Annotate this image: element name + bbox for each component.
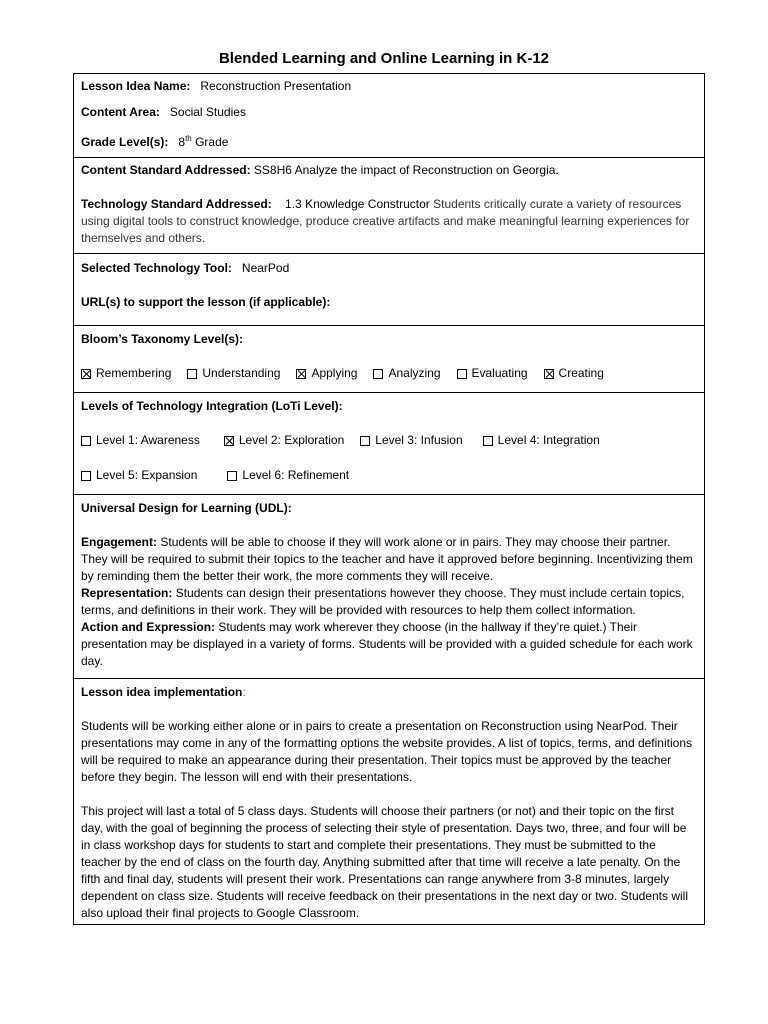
implementation-paragraph-2: This project will last a total of 5 class days. Students will choose their partners (or not) and their topic on the first day, with the goal of beginning the process of selecting their style of presentation. Days two, three, and four will be in class workshop days for students to start and complete their presentations. They must be submitted to the teacher by the end of class on the fourth day. Anything submitted after that time will receive a late penalty. On the fifth and final day, students will present their work. Presentations can range anywhere from 3-8 minutes, largely dependent on class size. Students will receive feedback on their presentations in the next day or two. Students will also upload their final projects to Google Classroom. xyxy=(81,804,689,920)
udl-representation: Representation: Students can design their presentations however they choose. They must include certain topics, terms, and definitions in their work. They will be provided with resources to help them collect information. xyxy=(81,586,685,617)
checkbox-checked-icon[interactable] xyxy=(296,369,306,379)
standards-section xyxy=(74,158,705,254)
checkbox-empty-icon[interactable] xyxy=(373,369,383,379)
udl-label: Universal Design for Learning (UDL): xyxy=(81,501,292,515)
tech-standard-code: 1.3 Knowledge Constructor xyxy=(285,197,430,211)
bloom-option-remembering[interactable]: Remembering xyxy=(81,365,171,382)
tech-standard-label: Technology Standard Addressed: xyxy=(81,197,272,211)
checkbox-empty-icon[interactable] xyxy=(81,436,91,446)
loti-label: Levels of Technology Integration (LoTi Level): xyxy=(81,399,343,413)
checkbox-empty-icon[interactable] xyxy=(227,471,237,481)
checkbox-empty-icon[interactable] xyxy=(187,369,197,379)
loti-option-level-1[interactable]: Level 1: Awareness xyxy=(81,432,200,449)
loti-options-row-1 xyxy=(81,432,697,449)
bloom-option-creating[interactable]: Creating xyxy=(544,365,604,382)
udl-engagement: Engagement: Students will be able to choose if they will work alone or in pairs. They may choose their partner. They will be required to submit their topics to the teacher and have it approved before beginning. Incentivizing them by reminding them the better their work, the more comments they will receive. xyxy=(81,535,693,583)
lesson-name-value: Reconstruction Presentation xyxy=(200,79,352,93)
checkbox-checked-icon[interactable] xyxy=(544,369,554,379)
content-standard-value: SS8H6 Analyze the impact of Reconstruction on Georgia. xyxy=(253,163,559,177)
tech-standard-description: Students critically curate a variety of resources using digital tools to construct knowledge, produce creative artifacts and make meaningful learning experiences for themselves and others. xyxy=(81,197,690,245)
blooms-taxonomy-section xyxy=(74,326,705,393)
bloom-option-applying[interactable]: Applying xyxy=(296,365,357,382)
lesson-plan-form xyxy=(73,73,705,925)
loti-section xyxy=(74,393,705,495)
blooms-label: Bloom’s Taxonomy Level(s): xyxy=(81,332,244,346)
bloom-option-evaluating[interactable]: Evaluating xyxy=(457,365,528,382)
document-title: Blended Learning and Online Learning in K-12 xyxy=(218,50,550,67)
loti-option-level-6[interactable]: Level 6: Refinement xyxy=(227,467,349,484)
content-area-label: Content Area: xyxy=(81,105,160,119)
loti-option-level-4[interactable]: Level 4: Integration xyxy=(483,432,600,449)
lesson-name-label: Lesson Idea Name: xyxy=(81,79,191,93)
grade-level-value: 8th Grade xyxy=(178,134,229,149)
implementation-section: Lesson idea implementation: Students will be working either alone or in pairs to create a presentation on Reconstruction using NearPod. Their presentations may come in any of the formatting options the website provides. A list of topics, terms, and definitions will be required to make an appearance during their presentation. Their topics must be approved by the teacher before they begin. The lesson will end with their presentations. This project will last a total of 5 class days. Students will choose their partners (or not) and their topic on the first day, with the goal of beginning the process of selecting their style of presentation. Days two, three, and four will be in class workshop days for students to start and complete their presentations. They must be submitted to the teacher by the end of class on the fourth day. Anything submitted after that time will receive a late penalty. On the fifth and final day, students will present their work. Presentations can range anywhere from 3-8 minutes, largely dependent on class size. Students will receive feedback on their presentations in the next day or two. Students will also upload their final projects to Google Classroom. xyxy=(74,679,705,925)
checkbox-checked-icon[interactable] xyxy=(224,436,234,446)
loti-option-level-5[interactable]: Level 5: Expansion xyxy=(81,467,197,484)
loti-options-row-2 xyxy=(81,467,697,484)
grade-level-label: Grade Level(s): xyxy=(81,135,169,149)
content-standard-label: Content Standard Addressed: xyxy=(81,163,251,177)
udl-section xyxy=(74,495,705,679)
blooms-options xyxy=(81,365,697,382)
checkbox-empty-icon[interactable] xyxy=(483,436,493,446)
implementation-label: Lesson idea implementation xyxy=(81,685,243,699)
implementation-paragraph-1: Students will be working either alone or in pairs to create a presentation on Reconstruction using NearPod. Their presentations may come in any of the formatting options the website provides. A list of topics, terms, and definitions will be required to make an appearance during their presentation. Their topics must be approved by the teacher before they begin. The lesson will end with their presentations. xyxy=(81,719,692,784)
bloom-option-understanding[interactable]: Understanding xyxy=(187,365,280,382)
technology-tool-section xyxy=(74,254,705,326)
tech-tool-value: NearPod xyxy=(241,261,290,275)
checkbox-empty-icon[interactable] xyxy=(457,369,467,379)
udl-action-expression: Action and Expression: Students may work wherever they choose (in the hallway if they’re quiet.) Their presentation may be displayed in a variety of forms. Students will be provided with a guided schedule for each work day. xyxy=(81,620,693,668)
content-area-value: Social Studies xyxy=(169,105,246,119)
loti-option-level-2[interactable]: Level 2: Exploration xyxy=(224,432,344,449)
checkbox-empty-icon[interactable] xyxy=(360,436,370,446)
tech-tool-label: Selected Technology Tool: xyxy=(81,261,232,275)
url-label: URL(s) to support the lesson (if applicable): xyxy=(81,295,331,309)
checkbox-checked-icon[interactable] xyxy=(81,369,91,379)
bloom-option-analyzing[interactable]: Analyzing xyxy=(373,365,440,382)
loti-option-level-3[interactable]: Level 3: Infusion xyxy=(360,432,462,449)
lesson-info-section xyxy=(74,74,705,158)
checkbox-empty-icon[interactable] xyxy=(81,471,91,481)
